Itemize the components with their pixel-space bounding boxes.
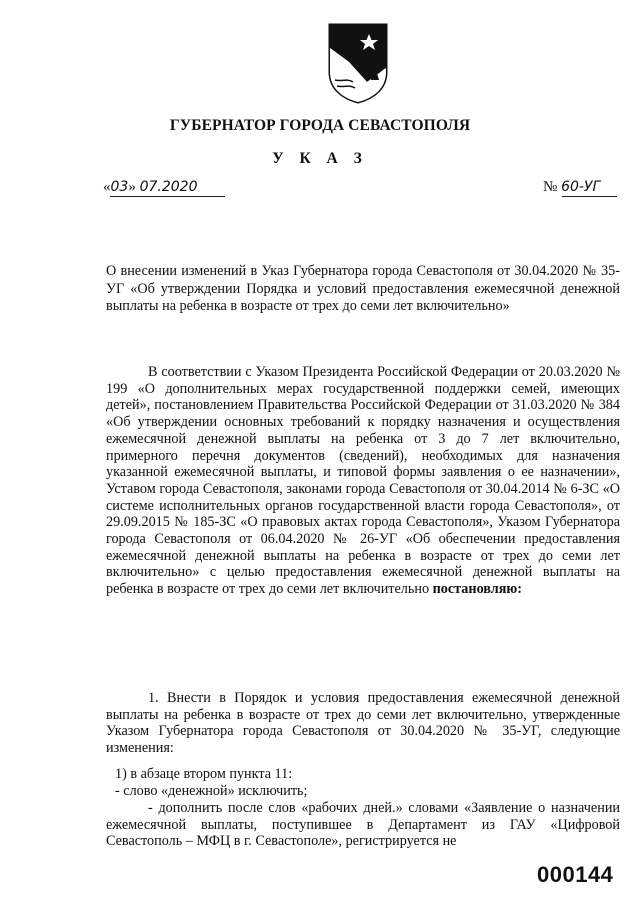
item-1-subitem-1-b: - дополнить после слов «рабочих дней.» словами «Заявление о назначении ежемесячной выплаты, поступившее в Департамент из ГАУ «Цифровой Севастополь – МФЦ в г. Севастополе», регистрируется не [106, 800, 620, 850]
document-type: У К А З [272, 150, 368, 167]
date-quote-close: » [128, 179, 136, 195]
number-sign: № [543, 179, 558, 195]
issuer-title: ГУБЕРНАТОР ГОРОДА СЕВАСТОПОЛЯ [169, 117, 471, 134]
page-number: 000144 [537, 862, 614, 887]
sevastopol-coat-of-arms-icon [327, 22, 389, 104]
preamble-paragraph [106, 364, 620, 598]
item-1-subitem-1-a: - слово «денежной» исключить; [115, 783, 308, 799]
number-underline [562, 196, 617, 197]
resolve-word: постановляю: [432, 581, 522, 598]
document-number [543, 179, 600, 196]
date-underline [110, 196, 225, 197]
date-month-year: 07.2020 [139, 179, 198, 195]
date-day: 03 [110, 179, 129, 195]
preamble-text: В соответствии с Указом Президента Российской Федерации от 20.03.2020 № 199 «О дополнительных мерах государственной поддержки семей, имеющих детей», постановлением Правительства Российской Федерации от 31.03.2020 № 384 «Об утверждении основных требований к порядку назначения и осуществления ежемесячной денежной выплаты на ребенка от 3 до 7 лет включительно, примерного перечня документов (сведений), необходимых для назначения указанной ежемесячной выплаты, и типовой формы заявления о ее назначении», Уставом города Севастополя, законами города Севастополя от 30.04.2014 № 6-ЗС «О системе исполнительных органов государственной власти города Севастополя», от 29.09.2015 № 185-ЗС «О правовых актах города Севастополя», Указом Губернатора города Севастополя от 06.04.2020 № 26-УГ «Об обеспечении предоставления ежемесячной денежной выплаты на ребенка в возрасте от трех до семи лет включительно» с целью предоставления ежемесячной денежной выплаты на ребенка в возрасте от трех до семи лет включительно [106, 364, 620, 598]
item-1-paragraph: 1. Внести в Порядок и условия предоставления ежемесячной денежной выплаты на ребенка в возрасте от трех до семи лет включительно, утвержденные Указом Губернатора города Севастополя от 30.04.2020 № 35-УГ, следующие изменения: [106, 690, 620, 757]
document-subject: О внесении изменений в Указ Губернатора города Севастополя от 30.04.2020 № 35-УГ «Об утверждении Порядка и условий предоставления ежемесячной денежной выплаты на ребенка в возрасте от трех до семи лет включительно» [106, 263, 620, 314]
item-1-subitem-1: 1) в абзаце втором пункта 11: [115, 766, 293, 782]
number-value: 60-УГ [561, 179, 601, 195]
document-date [103, 179, 197, 196]
date-quote-open: « [103, 179, 111, 195]
